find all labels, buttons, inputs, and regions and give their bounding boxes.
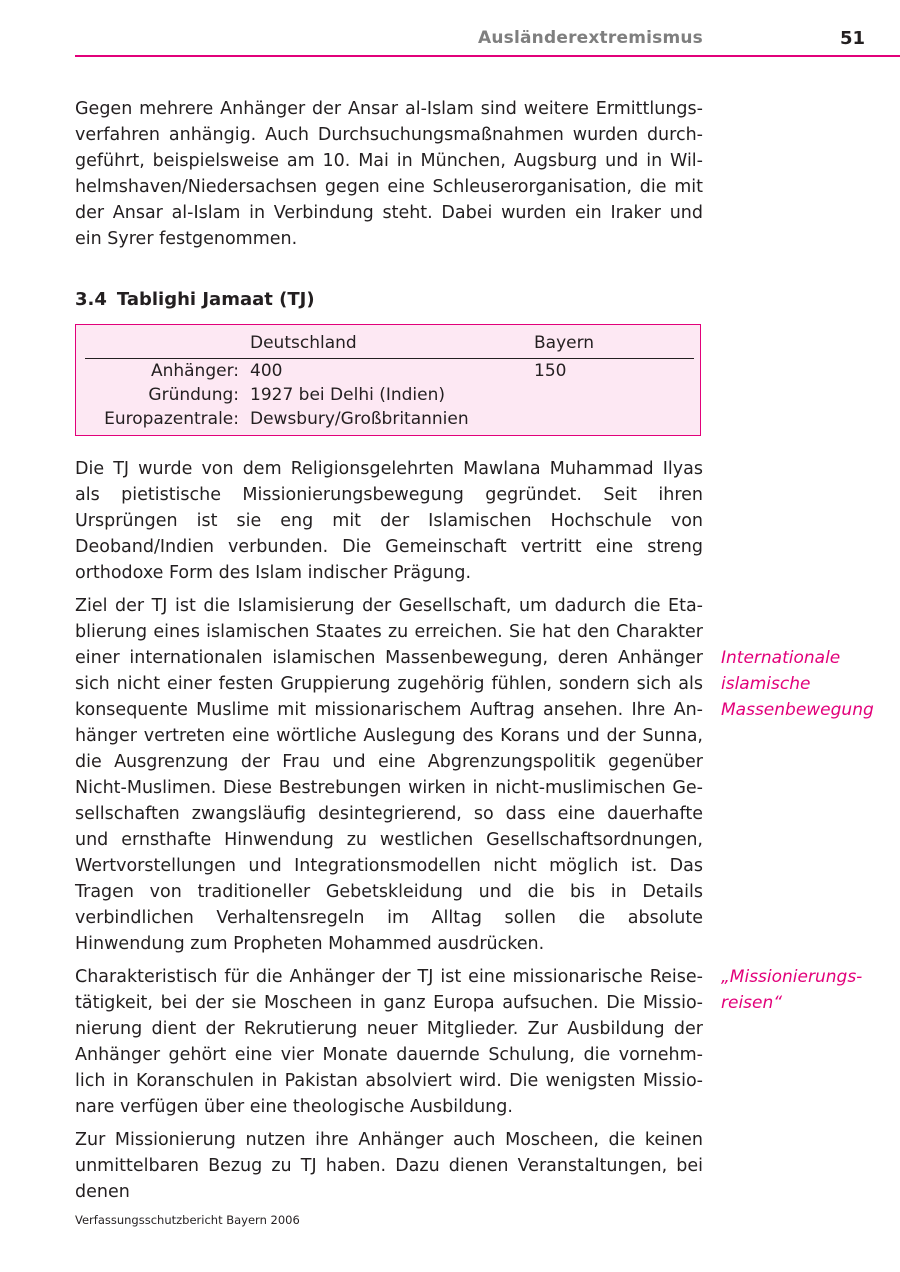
- body-paragraph-2: Ziel der TJ ist die Islamisierung der Gesellschaft, um dadurch die Etablierung eines islamischen Staates zu erreichen. Sie hat den Charakter einer internationalen islamischen Massenbewegung, deren Anhänger sich nicht einer festen Gruppierung zugehörig fühlen, sondern sich als konsequente Muslime mit missionarischem Auftrag ansehen. Ihre Anhänger vertreten eine wörtliche Auslegung des Korans und der Sunna, die Ausgrenzung der Frau und eine Abgrenzungspolitik gegenüber Nicht-Muslimen. Diese Bestrebungen wirken in nicht-muslimischen Gesellschaften zwangsläufig desintegrierend, so dass eine dauerhafte und ernsthafte Hinwendung zu westlichen Gesellschaftsordnungen, Wertvorstellungen und Integrationsmodellen nicht möglich ist. Das Tragen von traditioneller Gebetskleidung und die bis in Details verbindlichen Verhaltensregeln im Alltag sollen die absolute Hinwendung zum Propheten Mohammed ausdrücken.: [75, 596, 703, 954]
- header-rule: [75, 55, 900, 57]
- body-paragraph-3: Charakteristisch für die Anhänger der TJ ist eine missionarische Reisetätigkeit, bei der sie Moscheen in ganz Europa aufsuchen. Die Missionierung dient der Rekrutierung neuer Mitglieder. Zur Ausbildung der Anhänger gehört eine vier Monate dauernde Schulung, die vornehmlich in Koranschulen in Pakistan absolviert wird. Die wenigsten Missionare verfügen über eine theologische Ausbildung.: [75, 967, 703, 1117]
- page-footer: Verfassungsschutzbericht Bayern 2006: [75, 1213, 300, 1227]
- margin-note-line: reisen“: [721, 993, 783, 1013]
- margin-note-line: „Missionierungs-: [721, 967, 863, 987]
- margin-note-line: islamische: [721, 674, 811, 694]
- margin-note-line: Massenbewegung: [721, 700, 874, 720]
- section-heading: [75, 287, 315, 313]
- margin-note-missionierungsreisen: [721, 964, 891, 1016]
- body-paragraph-1: Die TJ wurde von dem Religionsgelehrten Mawlana Muhammad Ilyas als pietistische Missionierungsbewegung gegründet. Seit ihren Ursprüngen ist sie eng mit der Islamischen Hochschule von Deoband/Indien verbunden. Die Gemeinschaft vertritt eine streng orthodoxe Form des Islam indischer Prägung.: [75, 459, 703, 583]
- page-number: 51: [839, 28, 865, 49]
- fact-box-column-header-bayern: Bayern: [534, 333, 595, 353]
- fact-box-row-anhaenger: [76, 361, 696, 384]
- fact-box-value-deutschland: Dewsbury/Großbritannien: [250, 409, 469, 429]
- fact-box-row-europazentrale: [76, 409, 696, 432]
- fact-box-value-deutschland: 400: [250, 361, 283, 381]
- fact-box-row-gruendung: [76, 385, 696, 408]
- body-paragraph-4: Zur Missionierung nutzen ihre Anhänger auch Moscheen, die keinen unmittelbaren Bezug zu TJ haben. Dazu dienen Veranstaltungen, bei denen: [75, 1130, 703, 1202]
- fact-box-label: Anhänger:: [150, 361, 239, 381]
- fact-box-header-rule: [85, 358, 694, 359]
- fact-box-value-deutschland: 1927 bei Delhi (Indien): [250, 385, 446, 405]
- margin-note-massenbewegung: [721, 645, 891, 723]
- fact-box-value-bayern: 150: [534, 361, 567, 381]
- fact-box: [75, 324, 701, 436]
- intro-paragraph: Gegen mehrere Anhänger der Ansar al-Islam sind weitere Ermittlungsverfahren anhängig. Auch Durchsuchungsmaßnahmen wurden durchgeführt, beispielsweise am 10. Mai in München, Augsburg und in Wilhelmshaven/Niedersachsen gegen eine Schleuserorganisation, die mit der Ansar al-Islam in Verbindung steht. Dabei wurden ein Iraker und ein Syrer festgenommen.: [75, 99, 703, 249]
- section-title: Tablighi Jamaat (TJ): [116, 289, 315, 310]
- running-header-title: Ausländerextremismus: [478, 28, 703, 48]
- section-number: 3.4: [75, 289, 107, 310]
- fact-box-column-header-deutschland: Deutschland: [250, 333, 357, 353]
- margin-note-line: Internationale: [721, 648, 841, 668]
- fact-box-label: Gründung:: [148, 385, 239, 405]
- fact-box-label: Europazentrale:: [104, 409, 239, 429]
